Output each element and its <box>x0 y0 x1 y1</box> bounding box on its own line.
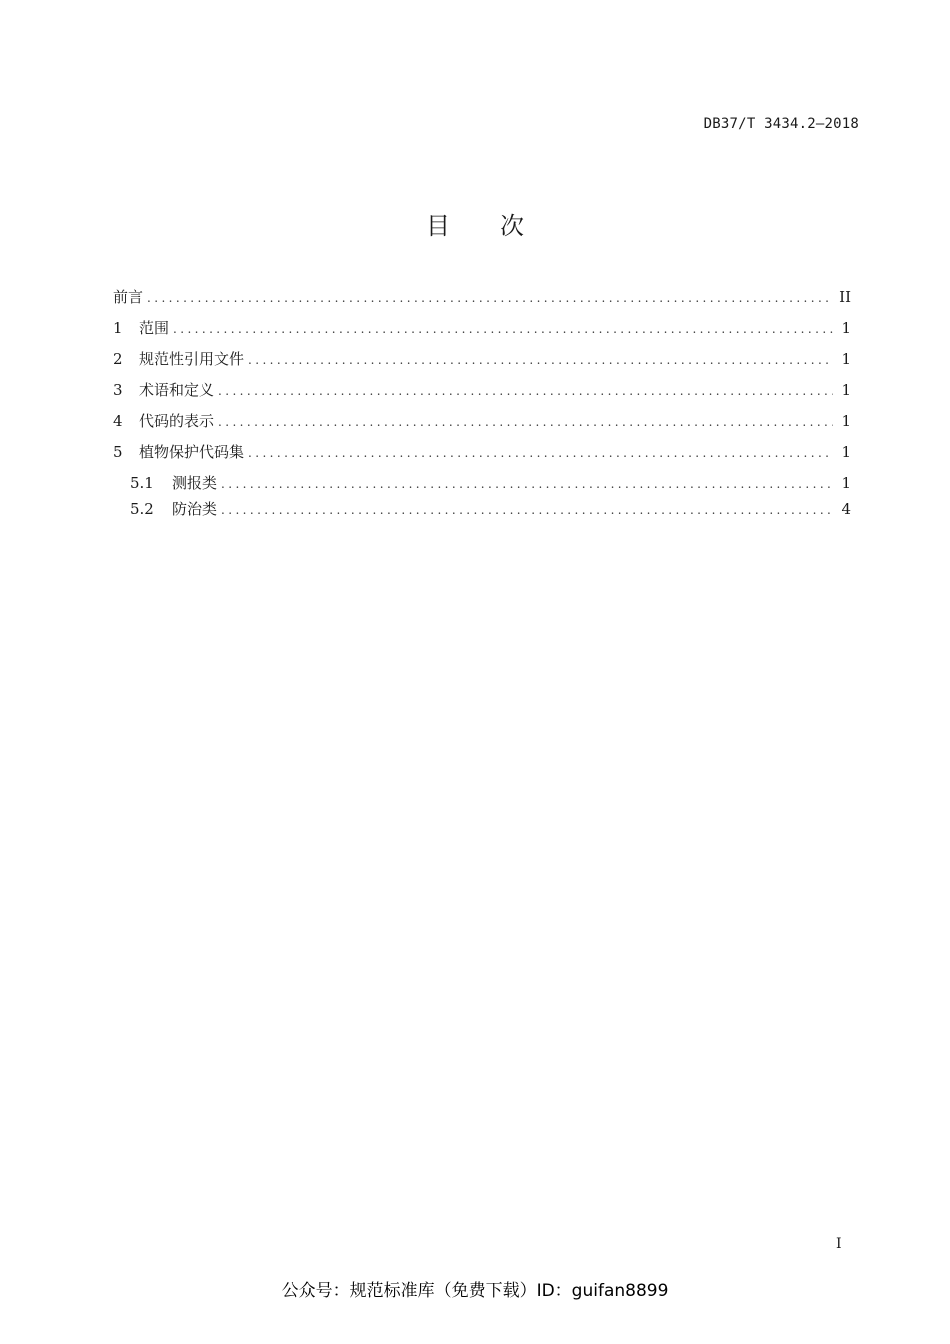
toc-leader-dots <box>248 353 833 367</box>
toc-title-char-1: 目 <box>426 212 450 240</box>
toc-entry-number: 5 <box>113 443 123 461</box>
toc-entry-code-representation[interactable] <box>113 410 851 441</box>
toc-leader-dots <box>221 503 833 517</box>
toc-entry-normative-references[interactable] <box>113 348 851 379</box>
toc-entry-label: 防治类 <box>172 500 218 518</box>
toc-entry-page: 1 <box>841 443 851 461</box>
toc-leader-dots <box>173 322 833 336</box>
toc-entry-monitoring[interactable] <box>113 472 851 498</box>
toc-entry-scope[interactable] <box>113 317 851 348</box>
toc-entry-terms-definitions[interactable] <box>113 379 851 410</box>
toc-entry-control[interactable] <box>113 498 851 524</box>
toc-leader-dots <box>221 477 833 491</box>
toc-leader-dots <box>218 384 833 398</box>
toc-leader-dots <box>147 291 833 305</box>
toc-entry-page: II <box>839 288 851 306</box>
toc-leader-dots <box>218 415 833 429</box>
toc-entry-page: 1 <box>841 319 851 337</box>
toc-title <box>0 206 950 241</box>
toc-entry-label: 术语和定义 <box>139 381 215 399</box>
toc-entry-label: 前言 <box>113 288 144 306</box>
footer-watermark: 公众号：规范标准库（免费下载）ID：guifan8899 <box>281 1281 669 1301</box>
toc-entry-page: 1 <box>841 381 851 399</box>
toc-entry-number: 3 <box>113 381 123 399</box>
toc-entry-page: 1 <box>841 412 851 430</box>
toc-entry-number: 2 <box>113 350 123 368</box>
toc-leader-dots <box>248 446 833 460</box>
document-code: DB37/T 3434.2—2018 <box>703 116 859 132</box>
toc-entry-page: 4 <box>841 500 851 518</box>
toc-entry-page: 1 <box>841 350 851 368</box>
toc-title-char-2: 次 <box>500 212 524 240</box>
toc-entry-label: 范围 <box>139 319 170 337</box>
toc-entry-label: 规范性引用文件 <box>139 350 245 368</box>
toc-entry-number: 5.1 <box>130 474 154 492</box>
toc-entry-foreword[interactable] <box>113 286 851 317</box>
toc-entry-number: 5.2 <box>130 500 154 518</box>
page-number: I <box>836 1236 842 1252</box>
toc-entry-plant-protection-codes[interactable] <box>113 441 851 472</box>
table-of-contents <box>113 286 851 524</box>
toc-entry-number: 1 <box>113 319 123 337</box>
toc-entry-label: 植物保护代码集 <box>139 443 245 461</box>
toc-entry-number: 4 <box>113 412 123 430</box>
toc-entry-label: 代码的表示 <box>139 412 215 430</box>
toc-entry-page: 1 <box>841 474 851 492</box>
toc-entry-label: 测报类 <box>172 474 218 492</box>
